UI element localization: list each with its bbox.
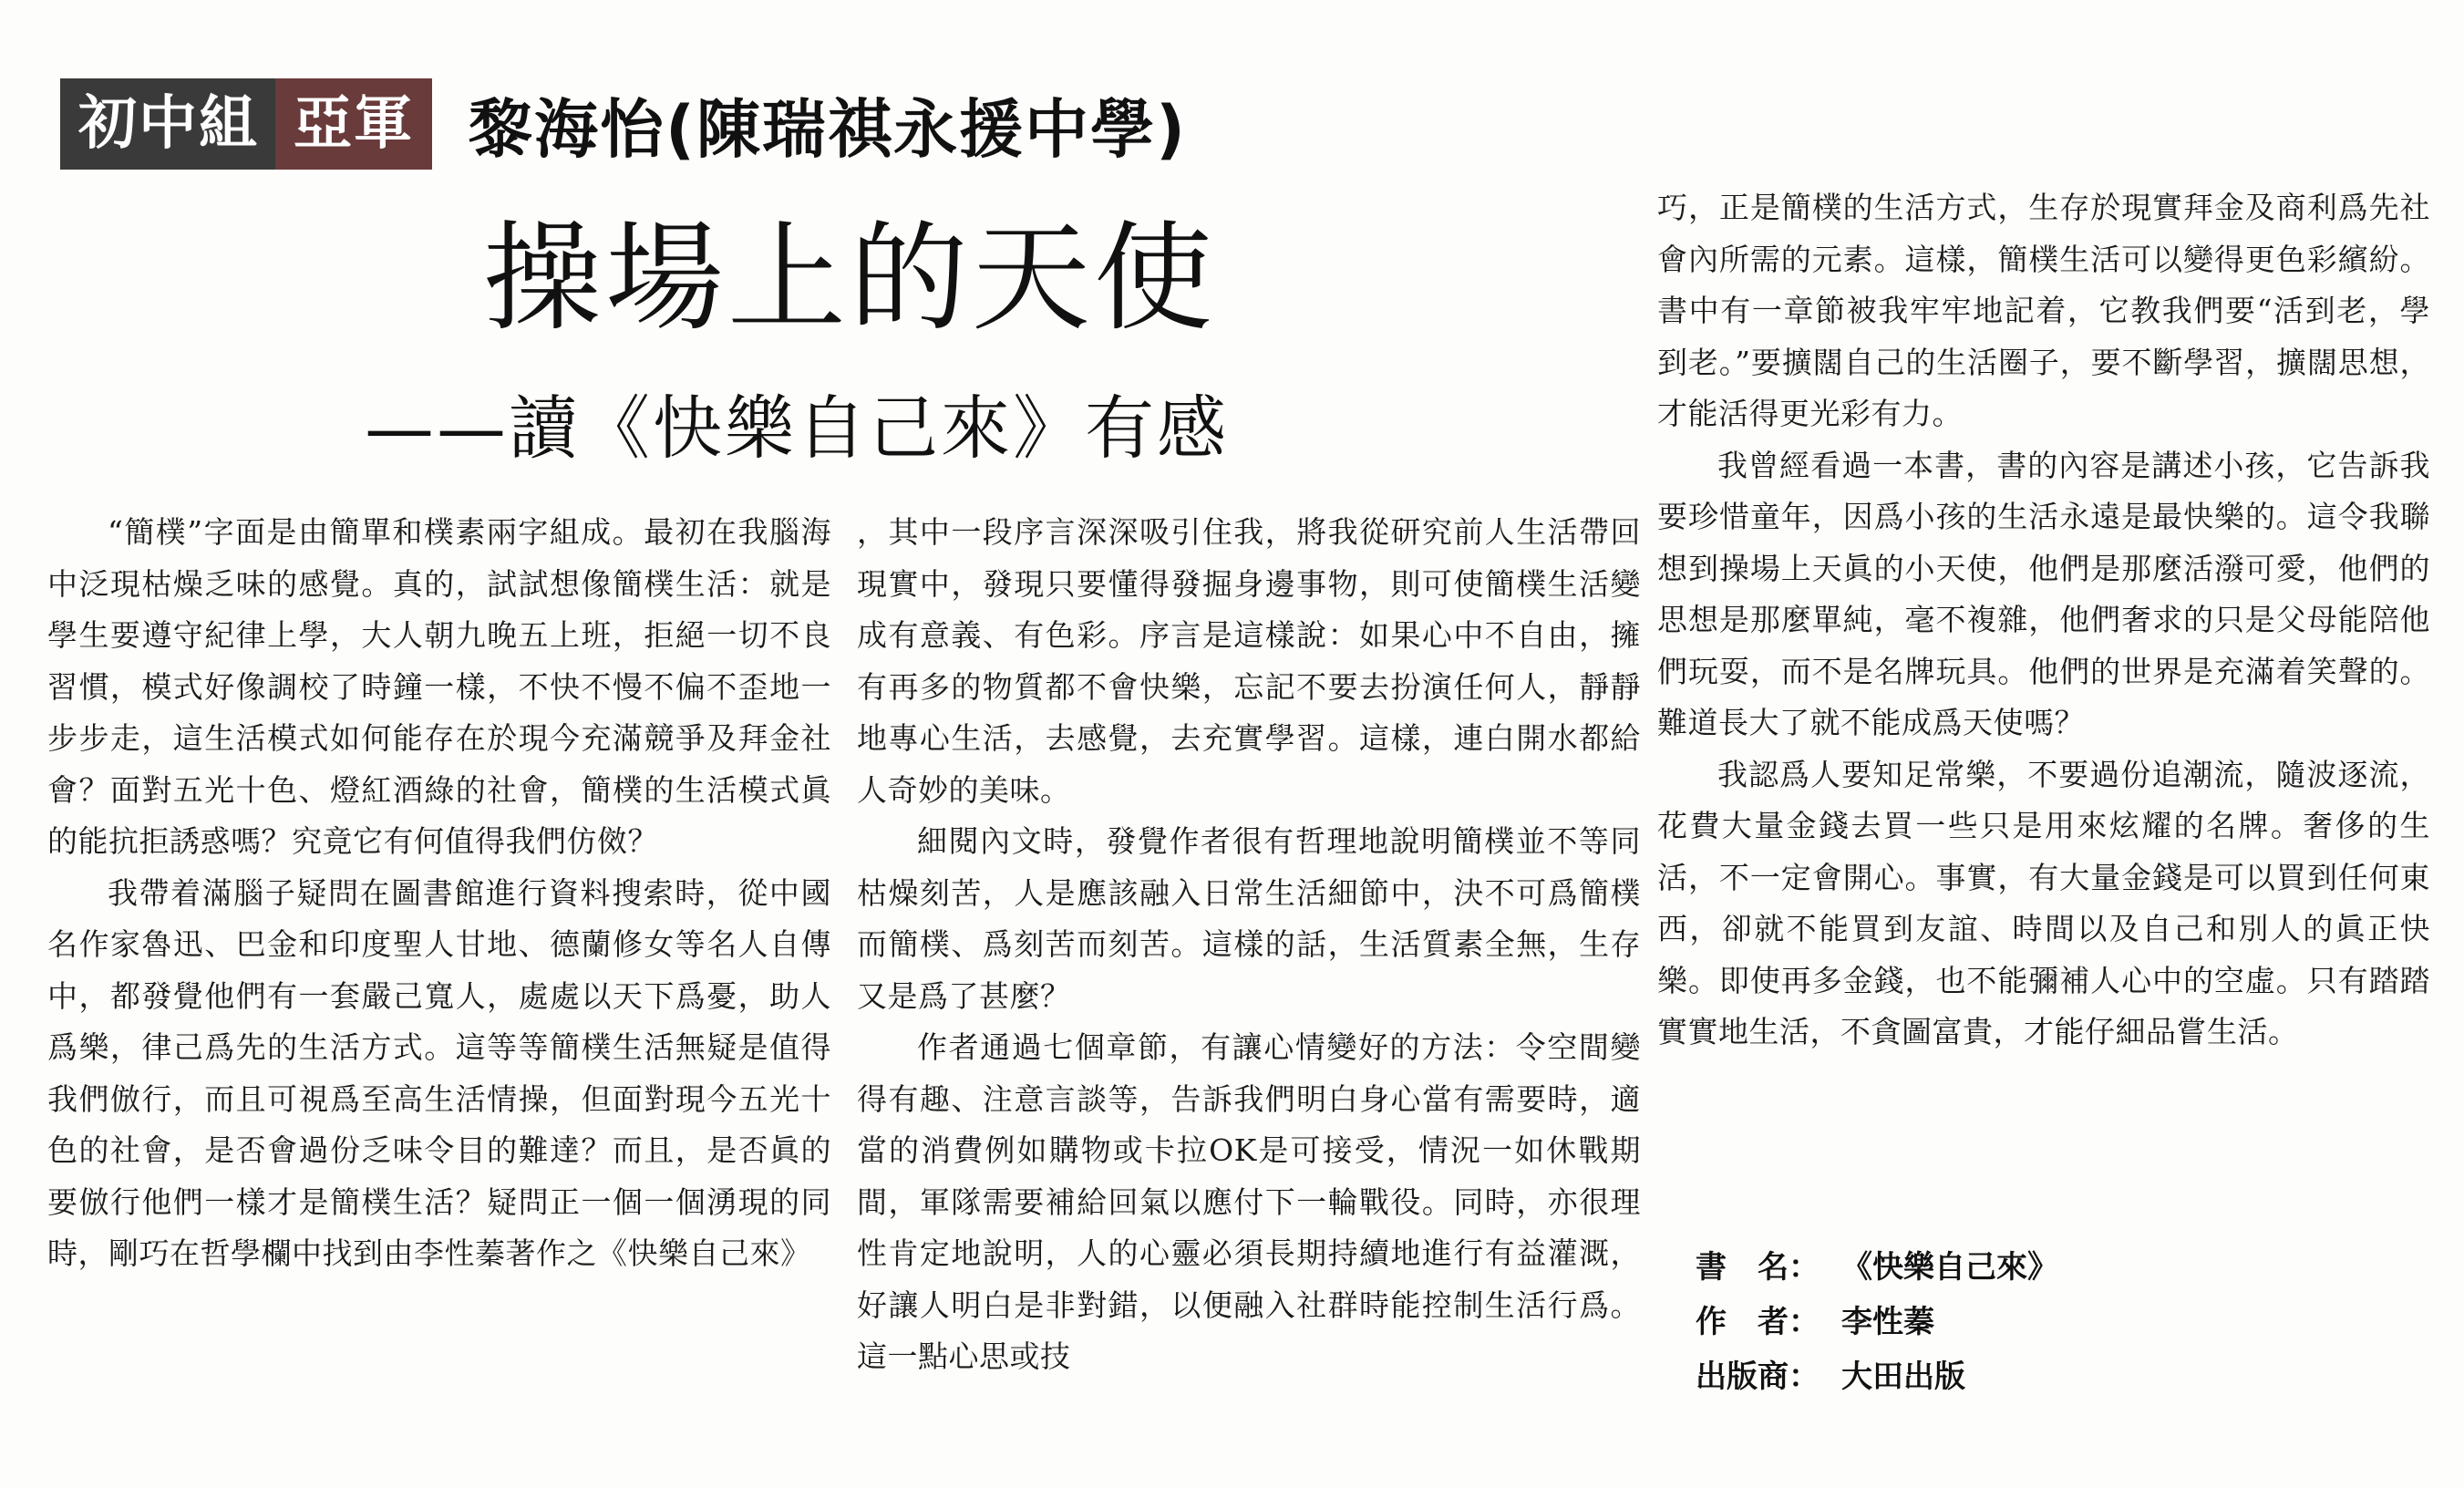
book-publisher-value: 大田出版 [1841,1359,1965,1395]
book-publisher-label: 出版商： [1696,1359,1820,1395]
book-title-label: 書 名： [1696,1249,1820,1286]
text-column-1 [47,507,831,1280]
book-info [1696,1240,2058,1404]
paragraph: ，其中一段序言深深吸引住我，將我從研究前人生活帶回現實中，發現只要懂得發掘身邊事物，則可使簡樸生活變成有意義、有色彩。序言是這樣說：如果心中不自由，擁有再多的物質都不會快樂，忘記不要去扮演任何人，靜靜地專心生活，去感覺，去充實學習。這樣，連白開水都給人奇妙的美味。 [857,514,1641,808]
book-author-label: 作 者： [1696,1304,1820,1340]
paragraph: 我認爲人要知足常樂，不要過份追潮流，隨波逐流，花費大量金錢去買一些只是用來炫耀的名牌。奢侈的生活，不一定會開心。事實，有大量金錢是可以買到任何東西，卻就不能買到友誼、時間以及自己和別人的眞正快樂。即使再多金錢，也不能彌補人心中的空虛。只有踏踏實實地生活，不貪圖富貴，才能仔細品嘗生活。 [1657,756,2430,1049]
group-badge: 初中組 [60,78,275,170]
article-title: 操場上的天使 [483,209,1217,347]
paragraph: 作者通過七個章節，有讓心情變好的方法：令空間變得有趣、注意言談等，告訴我們明白身心當有需要時，適當的消費例如購物或卡拉OK是可接受，情況一如休戰期間，軍隊需要補給回氣以應付下一輪戰役。同時，亦很理性肯定地說明，人的心靈必須長期持續地進行有益灌溉，好讓人明白是非對錯，以便融入社群時能控制生活行爲。這一點心思或技 [857,1029,1641,1374]
paragraph: 我曾經看過一本書，書的內容是講述小孩，它告訴我要珍惜童年，因爲小孩的生活永遠是最快樂的。這令我聯想到操場上天眞的小天使，他們是那麼活潑可愛，他們的思想是那麼單純，毫不複雜，他們奢求的只是父母能陪他們玩耍，而不是名牌玩具。他們的世界是充滿着笑聲的。難道長大了就不能成爲天使嗎？ [1657,447,2430,740]
book-author-row [1696,1295,2058,1349]
paragraph: “簡樸”字面是由簡單和樸素兩字組成。最初在我腦海中泛現枯燥乏味的感覺。真的，試試想像簡樸生活：就是學生要遵守紀律上學，大人朝九晚五上班，拒絕一切不良習慣，模式好像調校了時鐘一樣，不快不慢不偏不歪地一步步走，這生活模式如何能存在於現今充滿競爭及拜金社會？面對五光十色、燈紅酒綠的社會，簡樸的生活模式眞的能抗拒誘惑嗎？究竟它有何值得我們仿傚？ [47,514,831,859]
text-column-2 [857,507,1641,1383]
paragraph: 我帶着滿腦子疑問在圖書館進行資料搜索時，從中國名作家魯迅、巴金和印度聖人甘地、德蘭修女等名人自傳中，都發覺他們有一套嚴己寬人，處處以天下爲憂，助人爲樂，律己爲先的生活方式。這等等簡樸生活無疑是值得我們倣行，而且可視爲至高生活情操，但面對現今五光十色的社會，是否會過份乏味令目的難達？而且，是否眞的要倣行他們一樣才是簡樸生活？疑問正一個一個湧現的同時，剛巧在哲學欄中找到由李性蓁著作之《快樂自己來》 [47,874,831,1271]
paragraph: 細閱內文時，發覺作者很有哲理地說明簡樸並不等同枯燥刻苦，人是應該融入日常生活細節中，決不可爲簡樸而簡樸、爲刻苦而刻苦。這樣的話，生活質素全無，生存又是爲了甚麼？ [857,823,1641,1014]
award-badge: 亞軍 [275,78,432,170]
book-title-value: 《快樂自己來》 [1841,1249,2058,1286]
author-school: 黎海怡(陳瑞祺永援中學) [469,91,1187,167]
book-publisher-row [1696,1349,2058,1404]
article-header [60,78,1187,170]
paragraph: 巧，正是簡樸的生活方式，生存於現實拜金及商利爲先社會內所需的元素。這樣，簡樸生活可以變得更色彩繽紛。書中有一章節被我牢牢地記着，它教我們要“活到老，學到老。”要擴闊自己的生活圈子，要不斷學習，擴闊思想，才能活得更光彩有力。 [1657,190,2430,431]
text-column-3 [1657,182,2430,1059]
article-subtitle: ——讀《快樂自己來》有感 [365,388,1229,469]
book-author-value: 李性蓁 [1841,1304,1934,1340]
book-title-row [1696,1240,2058,1295]
